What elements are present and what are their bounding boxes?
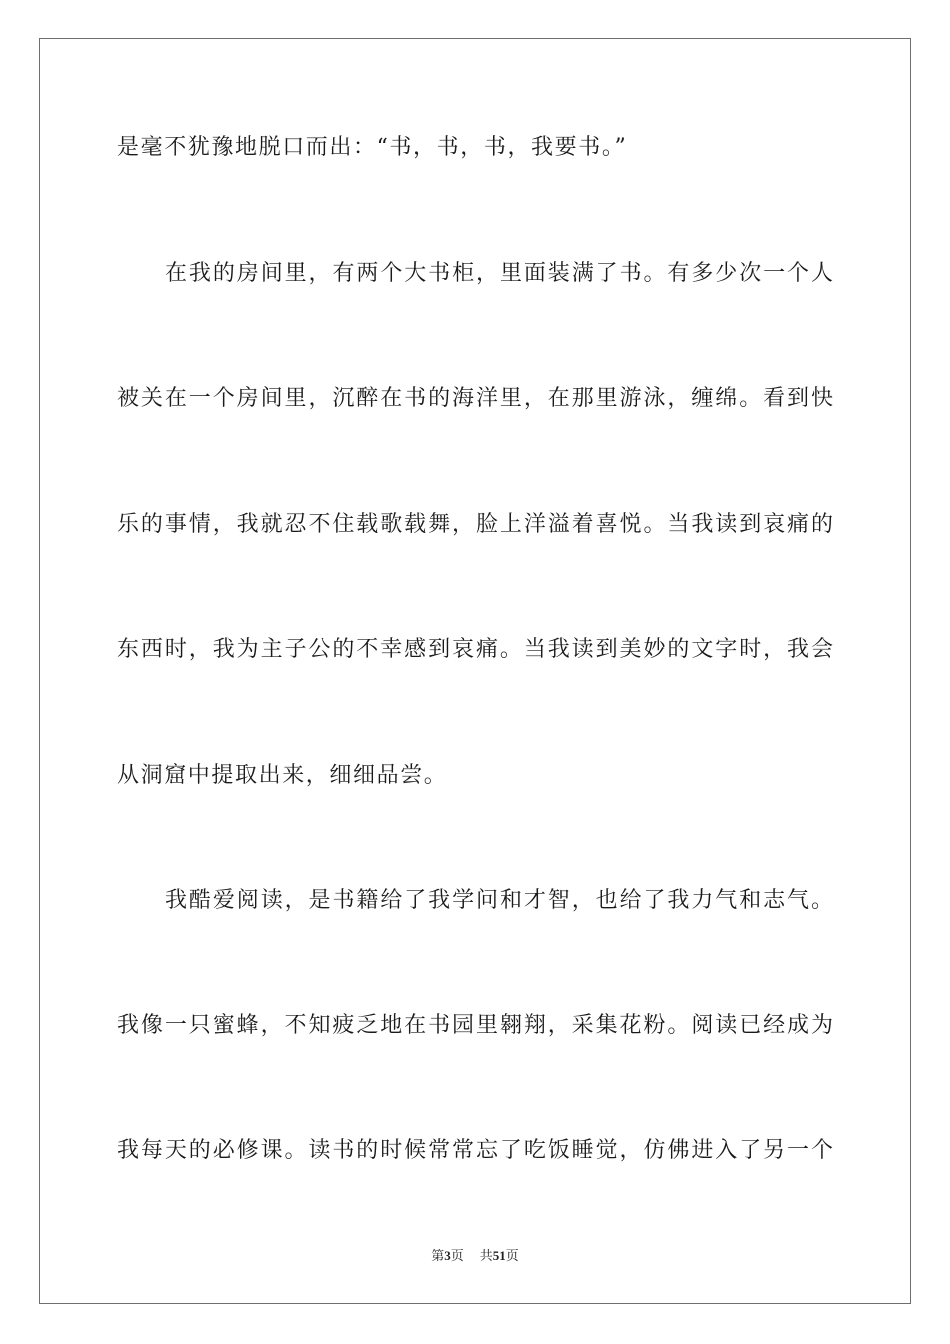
body-line-3: 被关在一个房间里，沉醉在书的海洋里，在那里游泳，缠绵。看到快	[117, 386, 833, 411]
page-prefix: 第	[431, 1248, 445, 1263]
total-prefix: 共	[479, 1248, 493, 1263]
body-line-5: 东西时，我为主子公的不幸感到哀痛。当我读到美妙的文字时，我会	[117, 637, 833, 662]
page-suffix: 页	[450, 1248, 464, 1263]
total-suffix: 页	[505, 1248, 519, 1263]
body-line-2: 在我的房间里，有两个大书柜，里面装满了书。有多少次一个人	[165, 261, 833, 286]
body-line-6: 从洞窟中提取出来，细细品尝。	[117, 763, 448, 788]
page-footer	[0, 1247, 950, 1265]
body-line-7: 我酷爱阅读，是书籍给了我学问和才智，也给了我力气和志气。	[165, 888, 833, 913]
page-number: 3	[444, 1248, 451, 1263]
page-border	[39, 38, 911, 1304]
body-line-1: 是毫不犹豫地脱口而出：“书，书，书，我要书。”	[117, 135, 628, 160]
total-pages: 51	[492, 1248, 506, 1263]
body-line-9: 我每天的必修课。读书的时候常常忘了吃饭睡觉，仿佛进入了另一个	[117, 1138, 833, 1163]
body-line-8: 我像一只蜜蜂，不知疲乏地在书园里翱翔，采集花粉。阅读已经成为	[117, 1013, 833, 1038]
body-line-4: 乐的事情，我就忍不住载歌载舞，脸上洋溢着喜悦。当我读到哀痛的	[117, 512, 833, 537]
